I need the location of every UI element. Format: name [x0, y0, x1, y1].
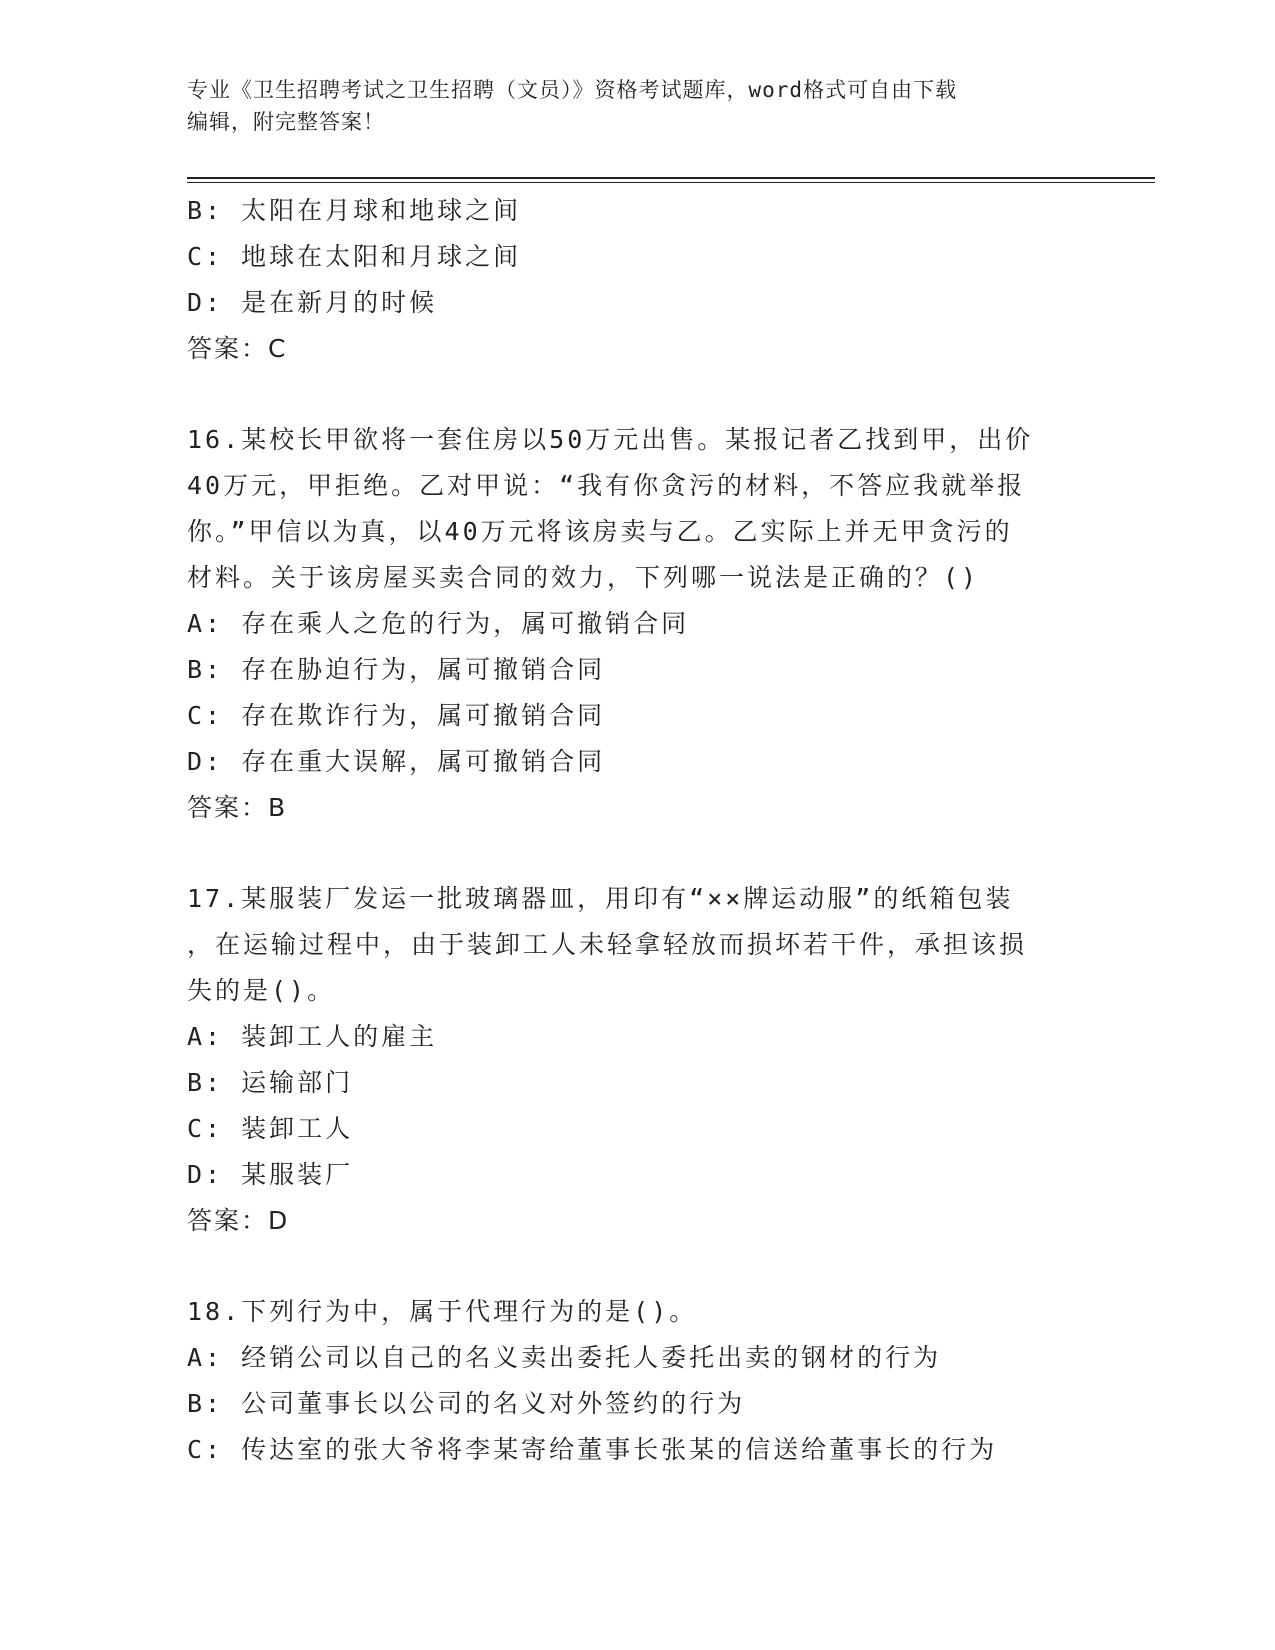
- question-stem-line: 失的是()。: [187, 976, 336, 1005]
- answer: 答案：B: [187, 793, 288, 822]
- document-header: [187, 74, 1067, 138]
- question-stem-line: 16.某校长甲欲将一套住房以50万元出售。某报记者乙找到甲，出价: [187, 425, 1034, 454]
- question-list: [187, 188, 1087, 1473]
- header-divider-thin: [187, 182, 1155, 183]
- question-stem-line: 40万元，甲拒绝。乙对甲说：“我有你贪污的材料，不答应我就举报: [187, 471, 1026, 500]
- spacer: [187, 1244, 1087, 1289]
- question-stem-line: 18.下列行为中，属于代理行为的是()。: [187, 1297, 698, 1326]
- header-line-2: 编辑，附完整答案！: [187, 110, 385, 134]
- header-line-1: 专业《卫生招聘考试之卫生招聘（文员）》资格考试题库，word格式可自由下载: [187, 78, 958, 102]
- option-d: D: 是在新月的时候: [187, 288, 438, 317]
- question-stem-line: 你。”甲信以为真，以40万元将该房卖与乙。乙实际上并无甲贪污的: [187, 517, 1013, 546]
- header-divider-thick: [187, 177, 1155, 179]
- option-d: D: 某服装厂: [187, 1160, 354, 1189]
- option-c: C: 存在欺诈行为，属可撤销合同: [187, 701, 606, 730]
- option-c: C: 地球在太阳和月球之间: [187, 242, 522, 271]
- question-16: [187, 417, 1087, 831]
- option-b: B: 存在胁迫行为，属可撤销合同: [187, 655, 606, 684]
- question-18: [187, 1289, 1087, 1473]
- question-15: [187, 188, 1087, 372]
- option-c: C: 装卸工人: [187, 1114, 354, 1143]
- question-stem-line: 材料。关于该房屋买卖合同的效力，下列哪一说法是正确的？(): [187, 563, 980, 592]
- question-stem-line: ，在运输过程中，由于装卸工人未轻拿轻放而损坏若干件，承担该损: [187, 930, 1028, 959]
- option-d: D: 存在重大误解，属可撤销合同: [187, 747, 606, 776]
- option-b: B: 运输部门: [187, 1068, 354, 1097]
- question-17: [187, 876, 1087, 1244]
- spacer: [187, 372, 1087, 417]
- option-a: A: 经销公司以自己的名义卖出委托人委托出卖的钢材的行为: [187, 1343, 942, 1372]
- option-a: A: 存在乘人之危的行为，属可撤销合同: [187, 609, 690, 638]
- answer: 答案：D: [187, 1206, 290, 1235]
- question-stem-line: 17.某服装厂发运一批玻璃器皿，用印有“××牌运动服”的纸箱包装: [187, 884, 1014, 913]
- option-a: A: 装卸工人的雇主: [187, 1022, 438, 1051]
- option-b: B: 太阳在月球和地球之间: [187, 196, 522, 225]
- option-c: C: 传达室的张大爷将李某寄给董事长张某的信送给董事长的行为: [187, 1435, 998, 1464]
- spacer: [187, 831, 1087, 876]
- option-b: B: 公司董事长以公司的名义对外签约的行为: [187, 1389, 746, 1418]
- answer: 答案：C: [187, 334, 288, 363]
